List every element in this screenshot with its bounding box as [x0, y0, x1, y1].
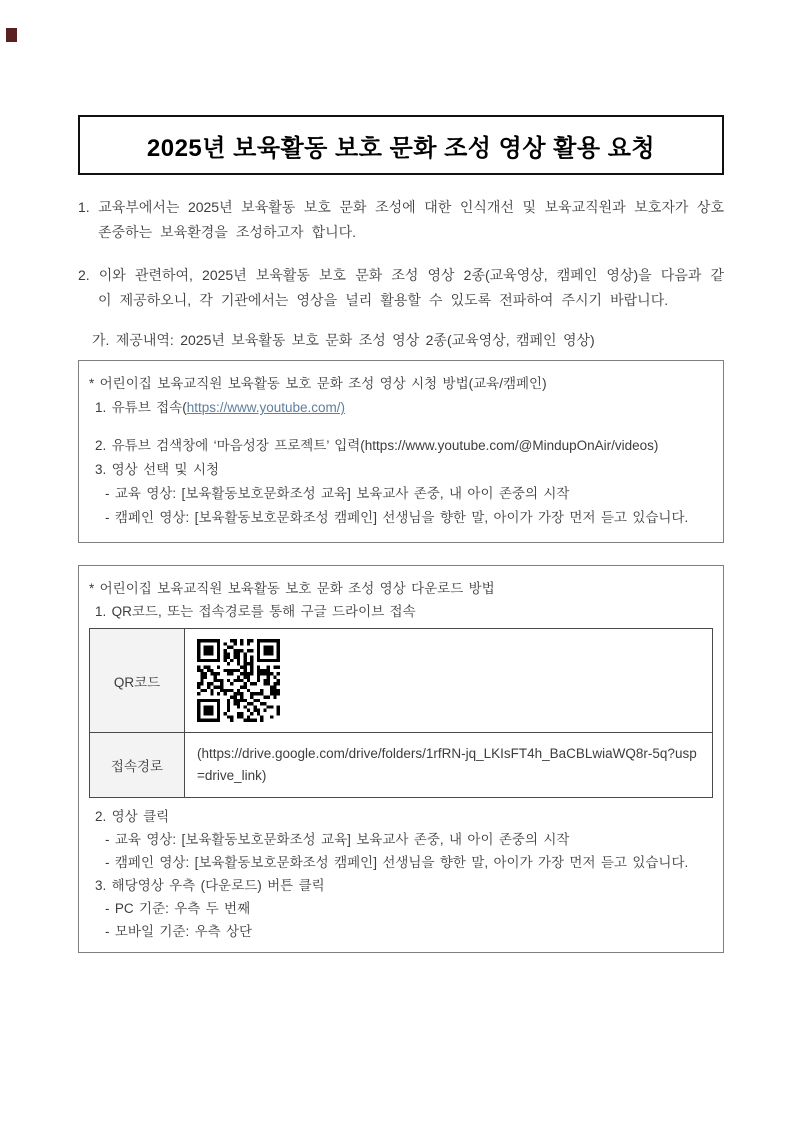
youtube-link[interactable]: https://www.youtube.com/): [186, 400, 346, 415]
qr-cell: [185, 629, 713, 733]
document-content: [78, 115, 724, 953]
path-row-header: 접속경로: [90, 733, 185, 798]
watch-box-heading: * 어린이집 보육교직원 보육활동 보호 문화 조성 영상 시청 방법(교육/캠페인): [89, 376, 547, 391]
download-method-box: [78, 565, 724, 953]
scan-artifact-mark: [6, 28, 17, 42]
download-box-heading: * 어린이집 보육교직원 보육활동 보호 문화 조성 영상 다운로드 방법: [89, 581, 495, 596]
paragraph-1: 1. 교육부에서는 2025년 보육활동 보호 문화 조성에 대한 인식개선 및 보육교직원과 보호자가 상호 존중하는 보육환경을 조성하고자 합니다.: [78, 199, 724, 240]
qr-row-header: QR코드: [90, 629, 185, 733]
watch-step-3: 3. 영상 선택 및 시청: [95, 462, 220, 477]
download-step-1: 1. QR코드, 또는 접속경로를 통해 구글 드라이브 접속: [95, 604, 416, 619]
watch-edu-video-line: - 교육 영상: [보육활동보호문화조성 교육] 보육교사 존중, 내 아이 존중의 시작: [105, 486, 570, 501]
qr-code-image: [197, 639, 700, 722]
provision-detail-line: 가. 제공내역: 2025년 보육활동 보호 문화 조성 영상 2종(교육영상, 캠페인 영상): [92, 332, 595, 348]
download-pc-line: - PC 기준: 우측 두 번째: [105, 901, 251, 916]
drive-url-text: (https://drive.google.com/drive/folders/1rfRN-jq_LKIsFT4h_BaCBLwiaWQ8r-5q?usp=drive_link): [185, 733, 713, 798]
watch-method-box: [78, 360, 724, 543]
table-row-qr: [90, 629, 713, 733]
download-edu-video-line: - 교육 영상: [보육활동보호문화조성 교육] 보육교사 존중, 내 아이 존중의 시작: [105, 832, 570, 847]
watch-step-1-text: 1. 유튜브 접속(: [95, 400, 187, 415]
page-title: 2025년 보육활동 보호 문화 조성 영상 활용 요청: [146, 134, 656, 162]
watch-campaign-video-line: - 캠페인 영상: [보육활동보호문화조성 캠페인] 선생님을 향한 말, 아이가 가장 먼저 듣고 있습니다.: [105, 510, 689, 525]
download-access-table: [89, 628, 713, 798]
watch-step-2: 2. 유튜브 검색창에 ‘마음성장 프로젝트’ 입력(https://www.youtube.com/@MindupOnAir/videos): [95, 438, 659, 453]
download-step-2: 2. 영상 클릭: [95, 809, 170, 824]
watch-step-1: [89, 396, 713, 420]
paragraph-2: 2. 이와 관련하여, 2025년 보육활동 보호 문화 조성 영상 2종(교육영상, 캠페인 영상)을 다음과 같이 제공하오니, 각 기관에서는 영상을 널리 활용할 수 있도록 전파하여 주시기 바랍니다.: [78, 267, 724, 308]
table-row-path: [90, 733, 713, 798]
title-box: [78, 115, 724, 175]
download-campaign-video-line: - 캠페인 영상: [보육활동보호문화조성 캠페인] 선생님을 향한 말, 아이가 가장 먼저 듣고 있습니다.: [105, 855, 689, 870]
download-step-3: 3. 해당영상 우측 (다운로드) 버튼 클릭: [95, 878, 325, 893]
download-mobile-line: - 모바일 기준: 우측 상단: [105, 924, 253, 939]
